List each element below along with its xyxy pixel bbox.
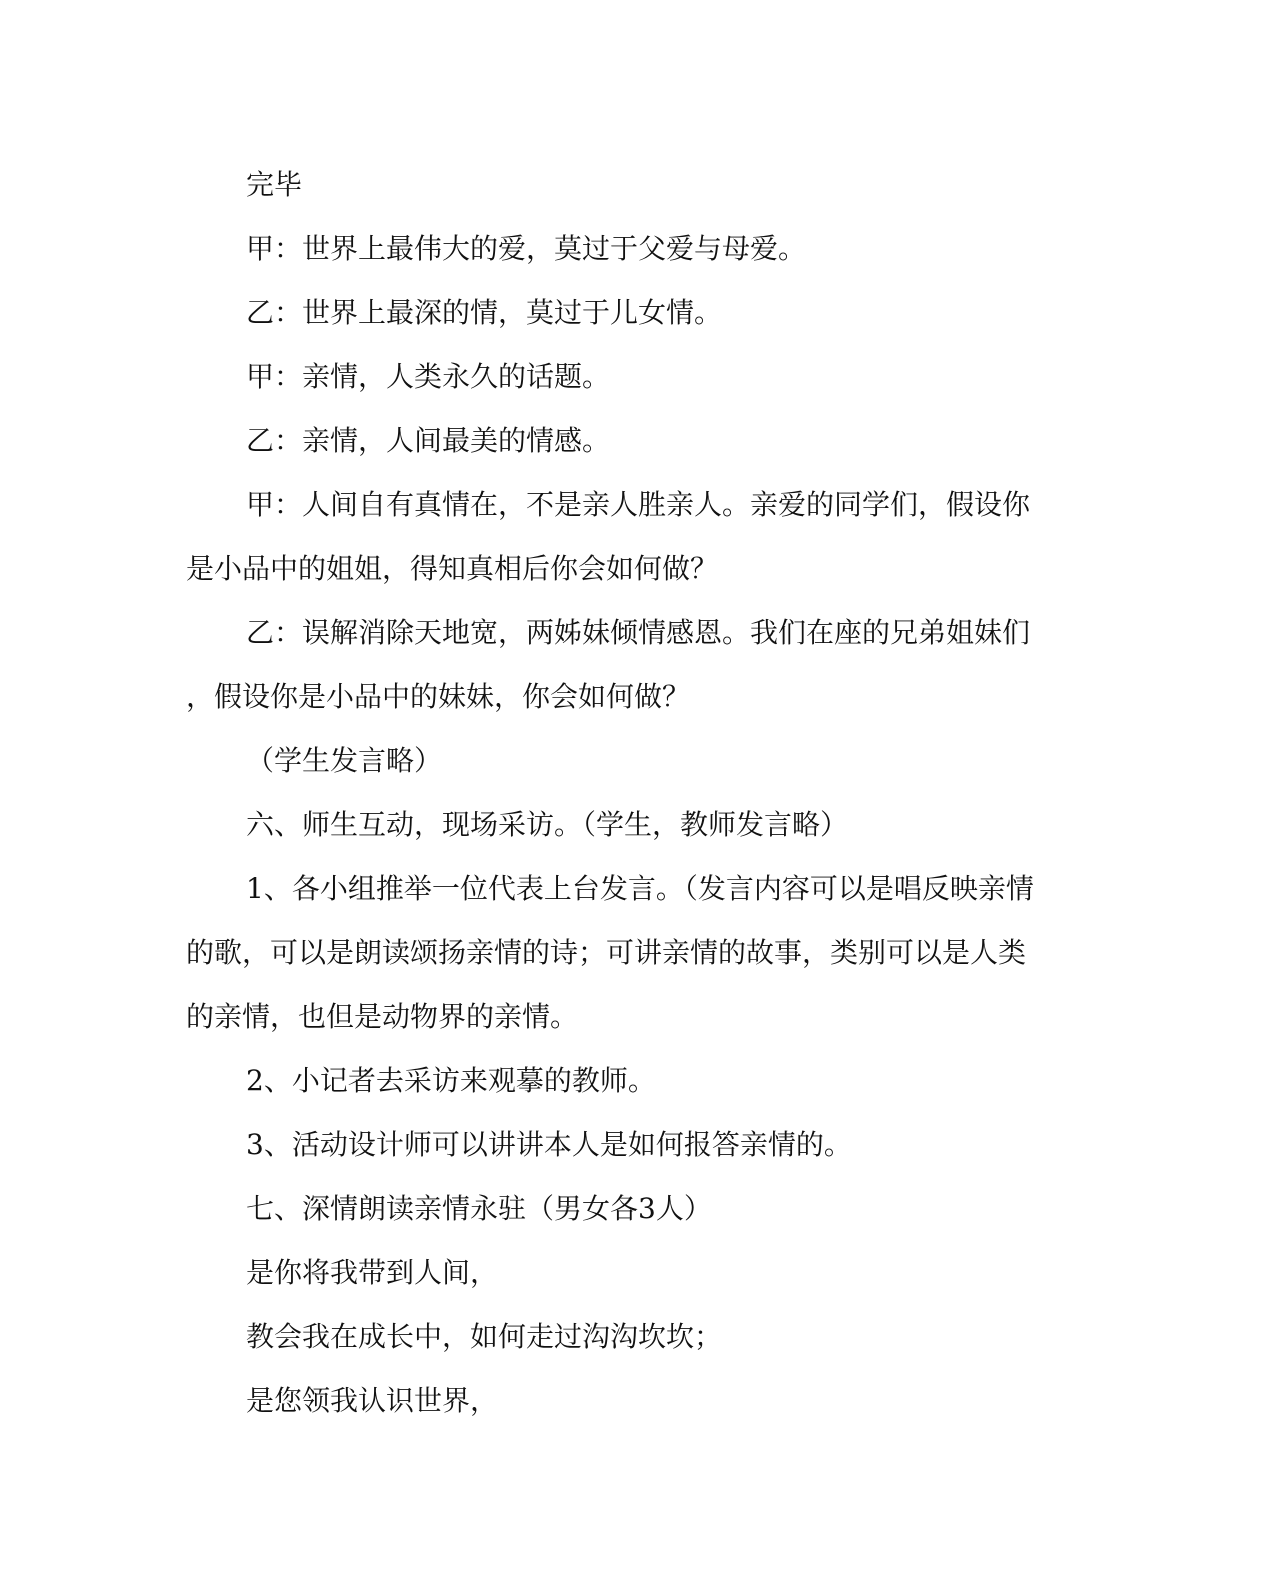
text-line: 是你将我带到人间， <box>246 1256 499 1289</box>
text-line: 是小品中的姐姐，得知真相后你会如何做？ <box>186 552 719 585</box>
text-line: ，假设你是小品中的妹妹，你会如何做？ <box>186 680 691 713</box>
text-line: 1、各小组推举一位代表上台发言。（发言内容可以是唱反映亲情 <box>246 872 1034 905</box>
text-line: 乙：世界上最深的情，莫过于儿女情。 <box>246 296 723 329</box>
text-line: （学生发言略） <box>246 744 443 777</box>
text-line: 完毕 <box>246 168 303 201</box>
text-line: 甲：人间自有真情在，不是亲人胜亲人。亲爱的同学们，假设你 <box>246 488 1031 521</box>
text-line: 甲：亲情，人类永久的话题。 <box>246 360 611 393</box>
text-line: 2、小记者去采访来观摹的教师。 <box>246 1064 656 1097</box>
text-line: 六、师生互动，现场采访。（学生，教师发言略） <box>246 808 849 841</box>
text-line: 甲：世界上最伟大的爱，莫过于父爱与母爱。 <box>246 232 807 265</box>
text-line: 3、活动设计师可以讲讲本人是如何报答亲情的。 <box>246 1128 852 1161</box>
text-line: 教会我在成长中，如何走过沟沟坎坎； <box>246 1320 723 1353</box>
text-line: 乙：误解消除天地宽，两姊妹倾情感恩。我们在座的兄弟姐妹们 <box>246 616 1031 649</box>
text-line: 乙：亲情，人间最美的情感。 <box>246 424 611 457</box>
text-line: 是您领我认识世界， <box>246 1384 499 1417</box>
text-line: 的亲情，也但是动物界的亲情。 <box>186 1000 579 1033</box>
text-line: 的歌，可以是朗读颂扬亲情的诗；可讲亲情的故事，类别可以是人类 <box>186 936 1027 969</box>
text-line: 七、深情朗读亲情永驻（男女各3人） <box>246 1192 712 1225</box>
